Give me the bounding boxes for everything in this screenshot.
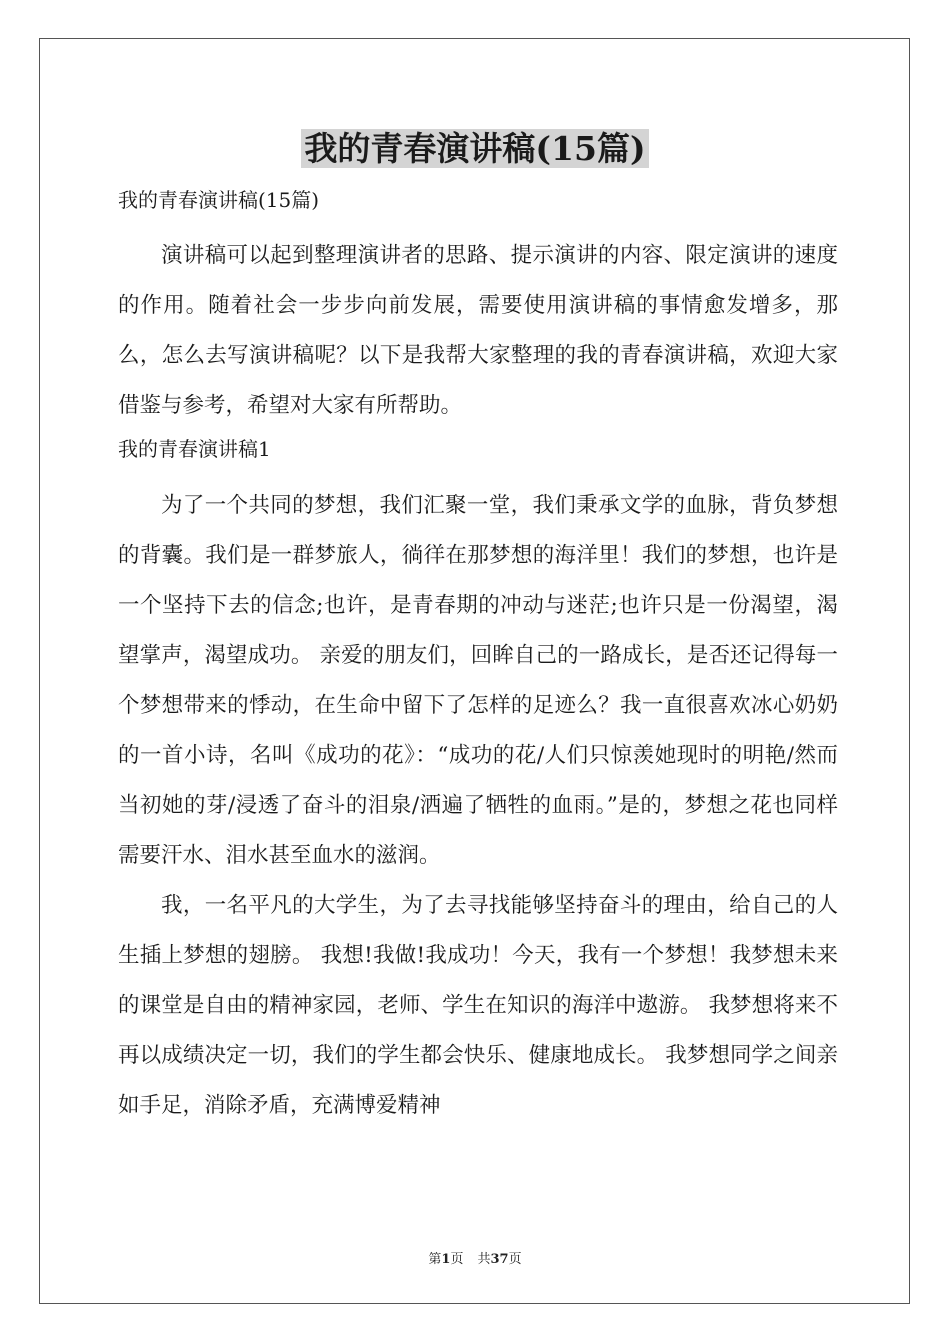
document-subtitle: 我的青春演讲稿(15篇) (118, 188, 320, 212)
section-heading: 我的青春演讲稿1 (118, 437, 271, 461)
footer-total-pages: 37 (490, 1252, 509, 1267)
footer-total-suffix: 页 (508, 1252, 522, 1267)
document-title (0, 127, 950, 171)
body-paragraph: 为了一个共同的梦想，我们汇聚一堂，我们秉承文学的血脉，背负梦想的背囊。我们是一群梦旅人，徜徉在那梦想的海洋里！我们的梦想，也许是一个坚持下去的信念;也许，是青春期的冲动与迷茫;也许只是一份渴望，渴望掌声，渴望成功。 亲爱的朋友们，回眸自己的一路成长，是否还记得每一个梦想带来的悸动，在生命中留下了怎样的足迹么？我一直很喜欢冰心奶奶的一首小诗，名叫《成功的花》：“成功的花/人们只惊羡她现时的明艳/然而当初她的芽/浸透了奋斗的泪泉/洒遍了牺牲的血雨。”是的，梦想之花也同样需要汗水、泪水甚至血水的滋润。 (118, 493, 838, 868)
footer-page-suffix: 页 (450, 1252, 464, 1267)
footer-page-prefix: 第 (428, 1252, 442, 1267)
page-footer (0, 1248, 950, 1267)
document-body (118, 182, 838, 1131)
body-paragraph: 我，一名平凡的大学生，为了去寻找能够坚持奋斗的理由，给自己的人生插上梦想的翅膀。 我想!我做!我成功！今天，我有一个梦想！我梦想未来的课堂是自由的精神家园，老师、学生在知识的海洋中遨游。 我梦想将来不再以成绩决定一切，我们的学生都会快乐、健康地成长。 我梦想同学之间亲如手足，消除矛盾，充满博爱精神 (118, 893, 838, 1118)
intro-paragraph: 演讲稿可以起到整理演讲者的思路、提示演讲的内容、限定演讲的速度的作用。随着社会一步步向前发展，需要使用演讲稿的事情愈发增多，那么，怎么去写演讲稿呢？以下是我帮大家整理的我的青春演讲稿，欢迎大家借鉴与参考，希望对大家有所帮助。 (118, 243, 838, 418)
footer-total-prefix: 共 (477, 1252, 491, 1267)
footer-page-number: 1 (441, 1252, 451, 1267)
document-title-text: 我的青春演讲稿(15篇) (301, 129, 648, 168)
